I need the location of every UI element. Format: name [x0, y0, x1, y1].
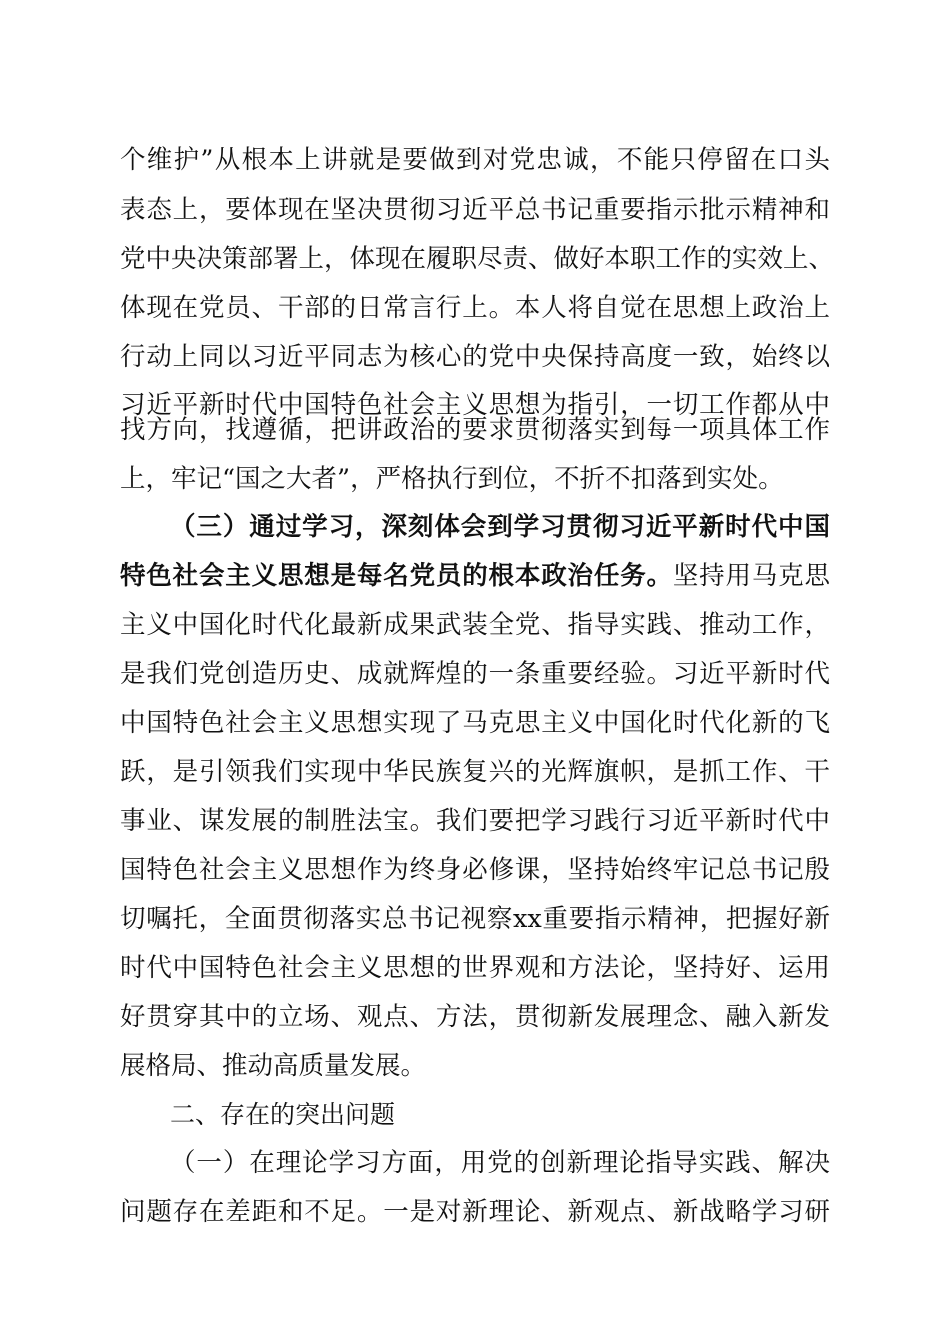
paragraph-1-line-2: 表态上，要体现在坚决贯彻习近平总书记重要指示批示精神和	[120, 195, 830, 225]
paragraph-2-line-2-rest: 坚持用马克思	[672, 561, 830, 591]
paragraph-2-line-7: 事业、谋发展的制胜法宝。我们要把学习践行习近平新时代中	[120, 806, 830, 836]
paragraph-2-line-5: 中国特色社会主义思想实现了马克思主义中国化时代化新的飞	[120, 708, 830, 738]
paragraph-1-line-4: 体现在党员、干部的日常言行上。本人将自觉在思想上政治上	[120, 293, 830, 323]
section-heading: 二、存在的突出问题	[170, 1100, 396, 1129]
paragraph-2-line-12: 展格局、推动高质量发展。	[120, 1051, 427, 1081]
paragraph-3-line-2: 问题存在差距和不足。一是对新理论、新观点、新战略学习研	[120, 1197, 830, 1227]
paragraph-2-bold-lead: 特色社会主义思想是每名党员的根本政治任务。	[120, 561, 673, 591]
paragraph-1-line-1: 个维护”从根本上讲就是要做到对党忠诚，不能只停留在口头	[120, 145, 830, 175]
paragraph-1-line-3: 党中央决策部署上，体现在履职尽责、做好本职工作的实效上、	[120, 244, 835, 274]
paragraph-3-line-1: （一）在理论学习方面，用党的创新理论指导实践、解决	[170, 1148, 830, 1178]
paragraph-2-line-10: 时代中国特色社会主义思想的世界观和方法论，坚持好、运用	[120, 953, 830, 983]
paragraph-2-line-6: 跃，是引领我们实现中华民族复兴的光辉旗帜，是抓工作、干	[120, 757, 830, 787]
paragraph-2-line-11: 好贯穿其中的立场、观点、方法，贯彻新发展理念、融入新发	[120, 1002, 830, 1032]
paragraph-2-line-4: 是我们党创造历史、成就辉煌的一条重要经验。习近平新时代	[120, 659, 830, 689]
paragraph-1-line-6: 习近平新时代中国特色社会主义思想为指引，一切工作都从中	[120, 390, 830, 420]
paragraph-2-line-2	[120, 561, 830, 591]
paragraph-2-line-9: 切嘱托，全面贯彻落实总书记视察xx重要指示精神，把握好新	[120, 904, 830, 934]
paragraph-2-line-8: 国特色社会主义思想作为终身必修课，坚持始终牢记总书记殷	[120, 855, 830, 885]
paragraph-1-line-7: 找方向，找遵循，把讲政治的要求贯彻落实到每一项具体工作	[120, 415, 830, 445]
paragraph-2-line-3: 主义中国化时代化最新成果武装全党、指导实践、推动工作，	[120, 610, 830, 640]
paragraph-1-line-8: 上，牢记“国之大者”，严格执行到位，不折不扣落到实处。	[120, 464, 784, 494]
paragraph-2-line-1: （三）通过学习，深刻体会到学习贯彻习近平新时代中国	[170, 512, 830, 542]
paragraph-1-line-5: 行动上同以习近平同志为核心的党中央保持高度一致，始终以	[120, 342, 830, 372]
